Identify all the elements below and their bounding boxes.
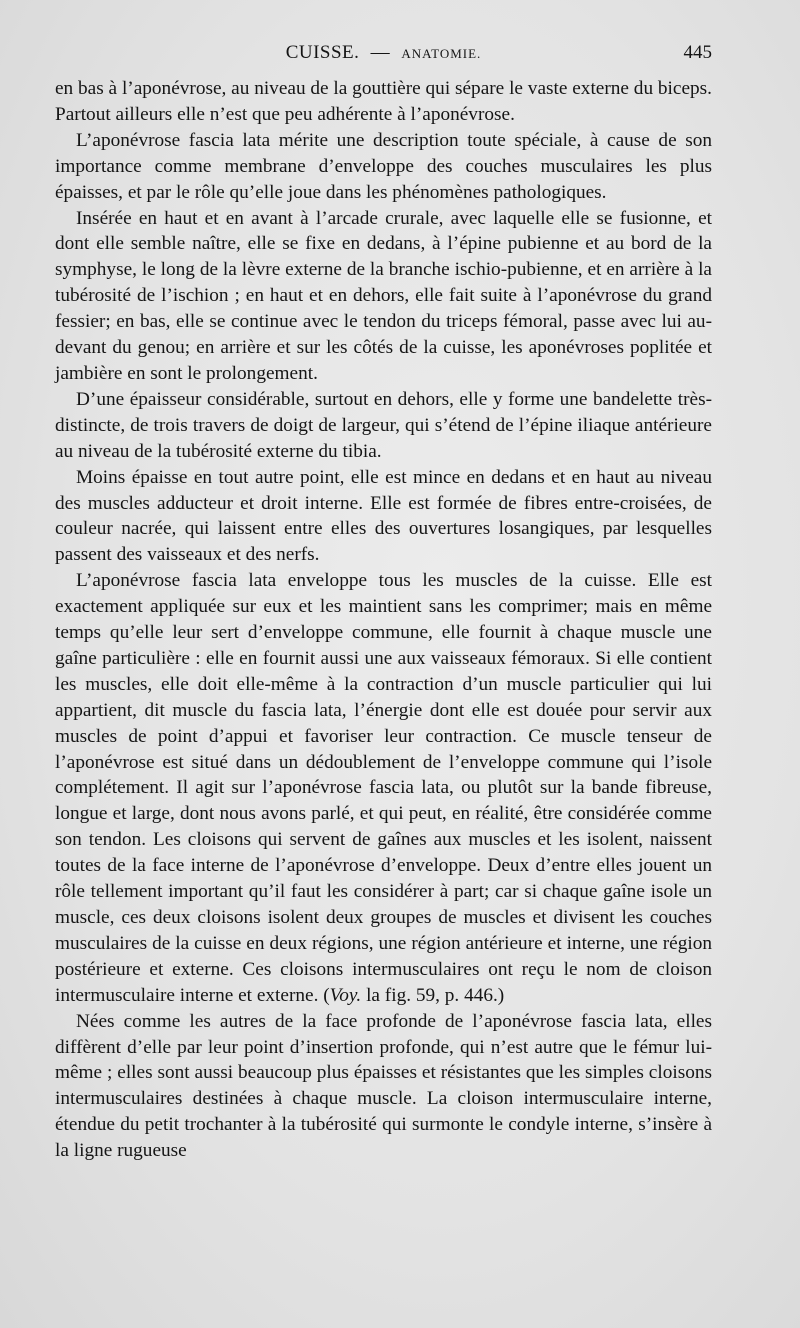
page-header xyxy=(55,42,712,72)
figure-reference-abbrev: Voy. xyxy=(329,984,362,1006)
body-text xyxy=(55,76,712,1164)
running-title xyxy=(55,42,712,64)
paragraph-text: L’aponévrose fascia lata enveloppe tous les muscles de la cuisse. Elle est exactement appliquée sur eux et les maintient sans les comprimer; mais en même temps qu’elle leur sert d’enveloppe commune, elle fournit à chaque muscle une gaîne particulière : elle en fournit aussi une aux vaisseaux fémoraux. Si elle contient les muscles, elle doit elle-même à la contraction d’un muscle particulier qui lui appartient, dit muscle du fascia lata, l’énergie dont elle est douée pour servir aux muscles de point d’appui et favoriser leur contraction. Ce muscle tenseur de l’aponévrose est situé dans un dédoublement de l’enveloppe commune qui l’isole complétement. Il agit sur l’aponévrose fascia lata, ou plutôt sur la bande fibreuse, longue et large, dont nous avons parlé, et qui peut, en réalité, être considérée comme son tendon. Les cloisons qui servent de gaînes aux muscles et les isolent, naissent toutes de la face interne de l’aponévrose d’enveloppe. Deux d’entre elles jouent un rôle tellement important qu’il faut les considérer à part; car si chaque gaîne isole un muscle, ces deux cloisons isolent deux groupes de muscles et divisent les couches musculaires de la cuisse en deux régions, une région antérieure et interne, une région postérieure et externe. Ces cloisons intermusculaires ont reçu le nom de cloison intermusculaire interne et externe. ( xyxy=(55,570,712,1006)
running-title-subtitle: ANATOMIE. xyxy=(401,46,482,61)
running-title-main: CUISSE. xyxy=(285,42,360,63)
running-title-dash: — xyxy=(370,42,391,63)
figure-reference: la fig. 59, p. 446.) xyxy=(361,984,505,1006)
paragraph: Insérée en haut et en avant à l’arcade crurale, avec laquelle elle se fusionne, et dont elle semble naître, elle se fixe en dedans, à l’épine pubienne et au bord de la symphyse, le long de la lèvre externe de la branche ischio-pubienne, et en arrière à la tubérosité de l’ischion ; en haut et en dehors, elle fait suite à l’aponévrose du grand fessier; en bas, elle se continue avec le tendon du triceps fémoral, passe avec lui au-devant du genou; en arrière et sur les côtés de la cuisse, les aponévroses poplitée et jambière en sont le prolongement. xyxy=(55,207,712,384)
paragraph: D’une épaisseur considérable, surtout en dehors, elle y forme une bandelette très-distincte, de trois travers de doigt de largeur, qui s’étend de l’épine iliaque antérieure au niveau de la tubérosité externe du tibia. xyxy=(55,388,712,462)
paragraph xyxy=(55,568,712,1008)
page-number: 445 xyxy=(683,42,712,63)
paragraph: Nées comme les autres de la face profonde de l’aponévrose fascia lata, elles diffèrent d’elle par leur point d’insertion profonde, qui n’est autre que le fémur lui-même ; elles sont aussi beaucoup plus épaisses et résistantes que les simples cloisons intermusculaires destinées à chaque muscle. La cloison intermusculaire interne, étendue du petit trochanter à la tubérosité qui surmonte le condyle interne, s’insère à la ligne rugueuse xyxy=(55,1010,712,1162)
paragraph: Moins épaisse en tout autre point, elle est mince en dedans et en haut au niveau des muscles adducteur et droit interne. Elle est formée de fibres entre-croisées, de couleur nacrée, qui laissent entre elles des ouvertures losangiques, par lesquelles passent des vaisseaux et des nerfs. xyxy=(55,466,712,566)
paragraph: L’aponévrose fascia lata mérite une description toute spéciale, à cause de son importance comme membrane d’enveloppe des couches musculaires les plus épaisses, et par le rôle qu’elle joue dans les phénomènes pathologiques. xyxy=(55,129,712,203)
paragraph-continued: en bas à l’aponévrose, au niveau de la gouttière qui sépare le vaste externe du biceps. Partout ailleurs elle n’est que peu adhérente à l’aponévrose. xyxy=(55,78,712,125)
